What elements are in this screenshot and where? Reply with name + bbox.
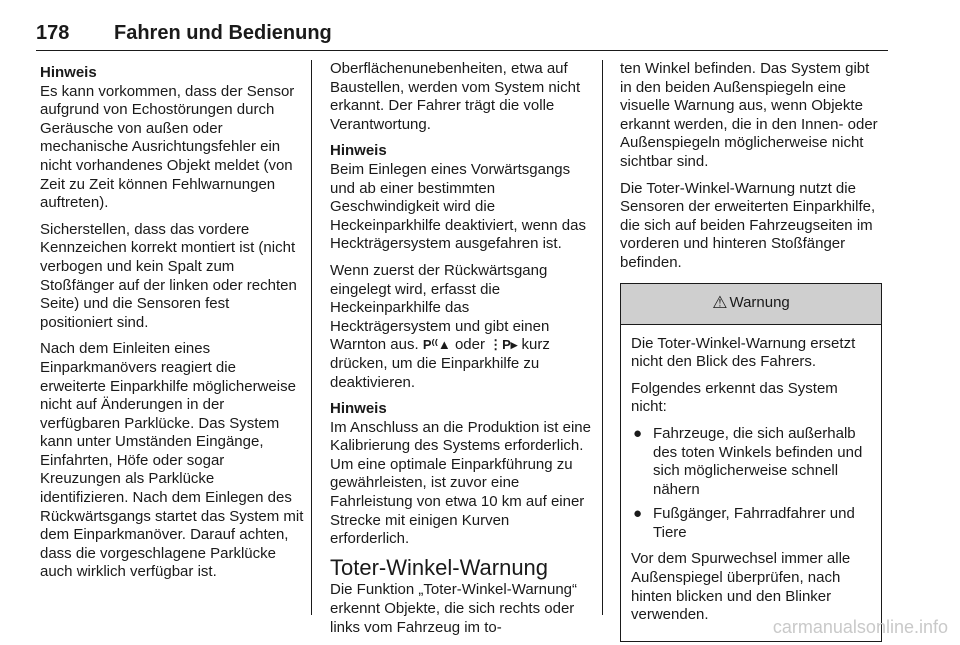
warning-box bbox=[620, 283, 882, 642]
page-header bbox=[36, 16, 888, 51]
park-assist-icon: P⁽⁽▲ bbox=[422, 337, 451, 353]
paragraph: Vor dem Spurwechsel immer alle Außenspiegel überprüfen, nach hinten blicken und den Blinker verwenden. bbox=[631, 550, 851, 624]
park-assist-button-icon: ⋮P▸ bbox=[489, 337, 518, 353]
column-left bbox=[40, 60, 304, 590]
paragraph-text: kurz drücken, um die Einparkhilfe zu deaktivieren. bbox=[330, 336, 550, 391]
paragraph: Die Toter-Winkel-Warnung nutzt die Sensoren der erweiterten Einparkhilfe, die sich auf beiden Fahrzeugseiten im vorderen und hinteren Stoßfänger befinden. bbox=[620, 179, 876, 271]
paragraph: Beim Einlegen eines Vorwärtsgangs und ab einer bestimmten Geschwindigkeit wird die Heckeinparkhilfe deaktiviert, wenn das Heckträgersystem ausgefahren ist. bbox=[330, 160, 586, 253]
warning-icon: ⚠ bbox=[712, 293, 728, 313]
list-item: ● Fußgänger, Fahrradfahrer und Tiere bbox=[633, 505, 855, 541]
column-divider bbox=[311, 60, 312, 615]
paragraph-text: Wenn zuerst der Rückwärtsgang eingelegt wird, erfasst die Heckeinparkhilfe das Heckträgersystem und gibt einen Warnton aus. bbox=[330, 261, 550, 354]
paragraph: Oberflächenunebenheiten, etwa auf Baustellen, werden vom System nicht erkannt. Der Fahrer trägt die volle Verantwortung. bbox=[330, 60, 581, 133]
paragraph: Folgendes erkennt das System nicht: bbox=[631, 379, 838, 416]
paragraph: Im Anschluss an die Produktion ist eine Kalibrierung des Systems erforderlich. Um eine optimale Einparkführung zu gewährleisten, ist zuvor eine Fahrleistung von etwa 10 km auf einer Strecke mit einigen Kurven erforderlich. bbox=[330, 418, 591, 548]
bullet-icon: ● bbox=[633, 505, 643, 523]
paragraph: Sicherstellen, dass das vordere Kennzeichen korrekt montiert ist (nicht verbogen und kein Spalt zum Stoßfänger auf der linken oder rechten Seite) und die Sensoren fest positioniert sind. bbox=[40, 220, 297, 331]
watermark: carmanualsonline.info bbox=[772, 617, 948, 637]
warning-header bbox=[621, 284, 881, 325]
column-right bbox=[620, 60, 884, 642]
warning-title: Warnung bbox=[729, 294, 790, 312]
paragraph: ten Winkel befinden. Das System gibt in den beiden Außenspiegeln eine visuelle Warnung aus, wenn Objekte erkannt werden, die in den Innen- oder Außenspiegeln möglicherweise nicht sichtbar sind. bbox=[620, 60, 878, 170]
note-title: Hinweis bbox=[330, 400, 387, 418]
page-number: 178 bbox=[36, 22, 70, 44]
paragraph: Nach dem Einleiten eines Einparkmanövers reagiert die erweiterte Einparkhilfe möglicherweise nicht auf Änderungen in der verfügbaren Parklücke. Das System kann unter Umständen Eingänge, Einfahrten, Höfe oder sogar Kreuzungen als Parklücke identifizieren. Nach dem Einlegen des Rückwärtsgangs startet das System mit dem Einparkmanöver. Darauf achten, dass die vorgeschlagene Parklücke auch wirklich verfügbar ist. bbox=[40, 340, 304, 581]
chapter-title: Fahren und Bedienung bbox=[114, 22, 332, 44]
bullet-list bbox=[631, 425, 871, 543]
paragraph: Die Funktion „Toter-Winkel-Warnung“ erkennt Objekte, die sich rechts oder links vom Fahrzeug im to- bbox=[330, 581, 578, 636]
paragraph: Es kann vorkommen, dass der Sensor aufgrund von Echostörungen durch Geräusche von außen oder mechanische Ausrichtungsfehler ein nicht vorhandenes Objekt meldet (von Zeit zu Zeit können Fehlwarnungen auftreten). bbox=[40, 82, 295, 212]
warning-body bbox=[621, 325, 881, 641]
section-heading: Toter-Winkel-Warnung bbox=[330, 554, 549, 580]
column-divider bbox=[602, 60, 603, 615]
note-title: Hinweis bbox=[40, 64, 97, 81]
paragraph bbox=[330, 262, 592, 392]
column-middle bbox=[330, 60, 592, 645]
note-title: Hinweis bbox=[330, 142, 387, 160]
paragraph: Die Toter-Winkel-Warnung ersetzt nicht den Blick des Fahrers. bbox=[631, 334, 856, 371]
list-item: ● Fahrzeuge, die sich außerhalb des toten Winkels befinden und sich möglicherweise schnell nähern bbox=[633, 424, 863, 498]
bullet-icon: ● bbox=[633, 424, 643, 442]
conjunction-text: oder bbox=[454, 336, 485, 354]
